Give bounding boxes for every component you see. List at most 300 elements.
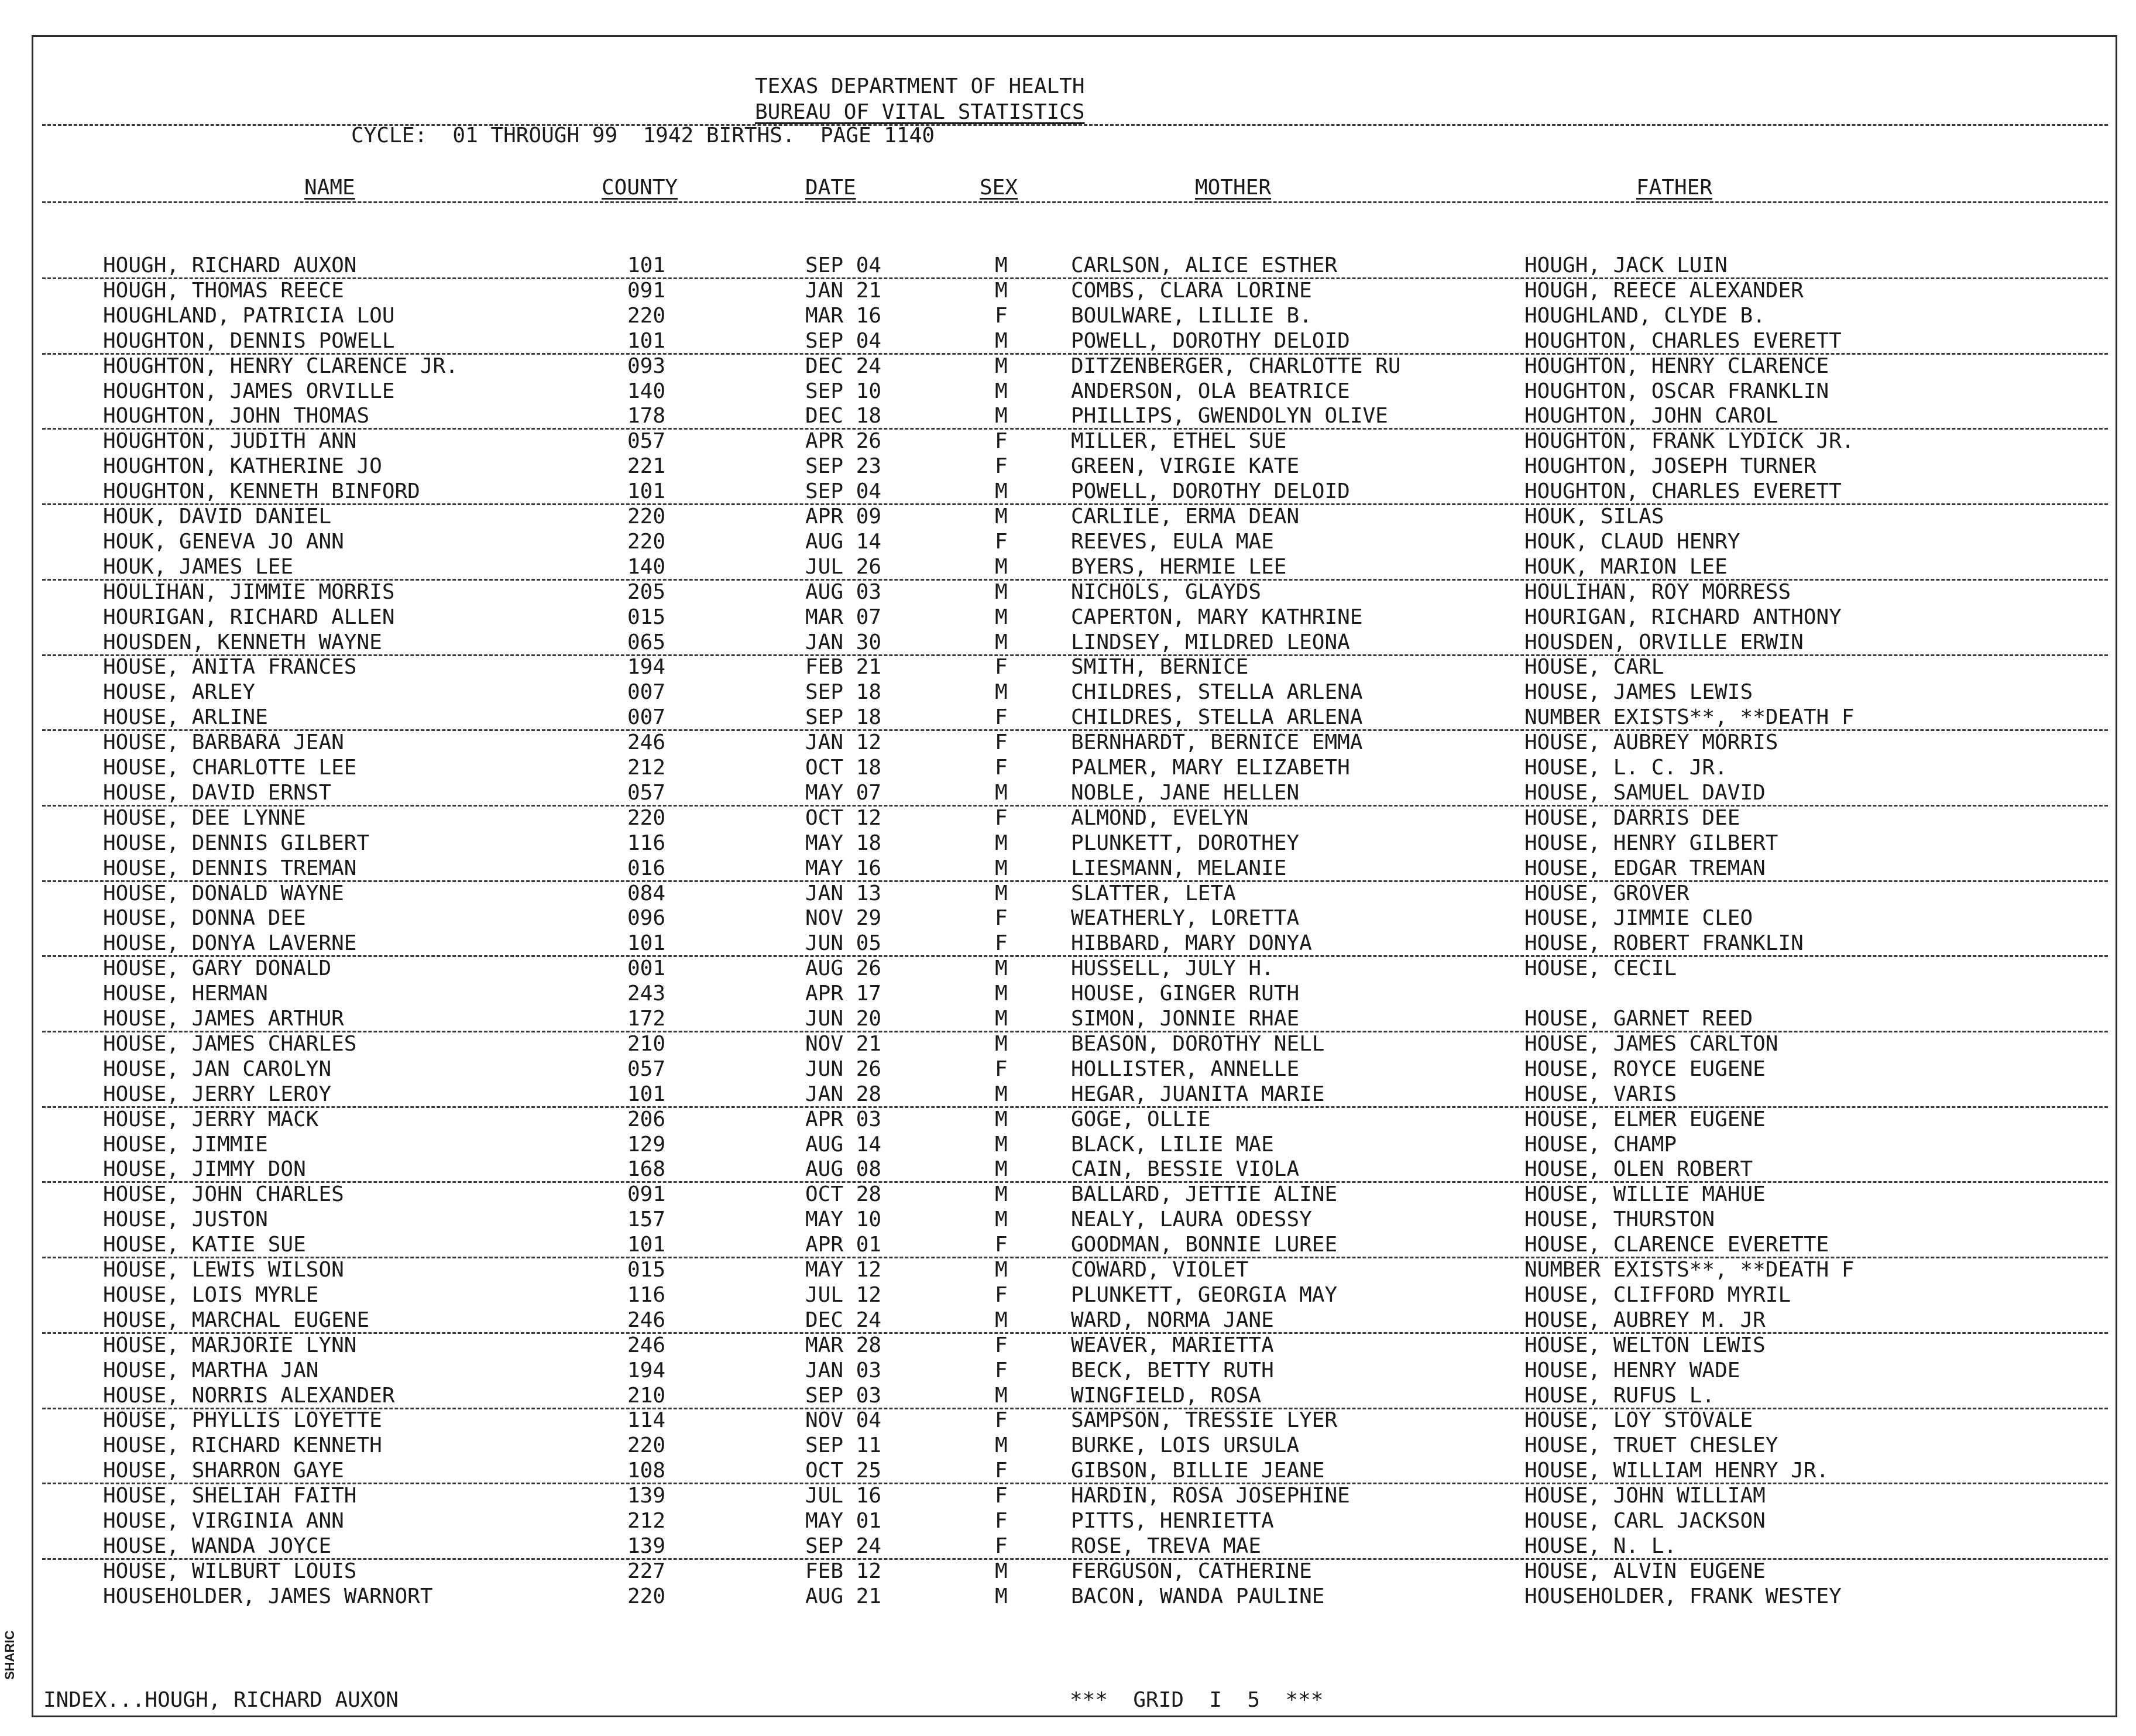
cell-name: HOUGHTON, JAMES ORVILLE (103, 379, 395, 403)
cell-mother: SAMPSON, TRESSIE LYER (1071, 1408, 1338, 1433)
cell-date: MAR 28 (805, 1333, 882, 1357)
cell-date: SEP 04 (805, 479, 882, 504)
cell-mother: GOODMAN, BONNIE LUREE (1071, 1233, 1338, 1257)
cell-father: HOUGHTON, HENRY CLARENCE (1524, 354, 1829, 378)
cell-sex: M (995, 328, 1008, 353)
cell-date: AUG 14 (805, 1132, 882, 1157)
cell-mother: GIBSON, BILLIE JEANE (1071, 1459, 1325, 1483)
cell-name: HOUSE, ANITA FRANCES (103, 655, 357, 680)
table-row (0, 1383, 2136, 1408)
cell-county: 212 (627, 756, 666, 780)
cell-father: NUMBER EXISTS**, **DEATH F (1524, 1258, 1855, 1282)
cell-date: AUG 26 (805, 956, 882, 981)
cell-county: 172 (627, 1007, 666, 1031)
cell-name: HOUSE, PHYLLIS LOYETTE (103, 1408, 382, 1433)
cell-sex: F (995, 705, 1008, 730)
cell-father: HOUSE, HENRY WADE (1524, 1358, 1740, 1382)
cell-mother: LINDSEY, MILDRED LEONA (1071, 630, 1350, 654)
cell-sex: M (995, 1107, 1008, 1131)
table-row (0, 1157, 2136, 1182)
cell-mother: SLATTER, LETA (1071, 881, 1236, 905)
cell-mother: HOLLISTER, ANNELLE (1071, 1056, 1300, 1081)
cell-date: OCT 28 (805, 1182, 882, 1207)
cell-sex: M (995, 831, 1008, 855)
cell-name: HOUGHTON, JOHN THOMAS (103, 404, 370, 428)
cell-mother: PLUNKETT, DOROTHEY (1071, 831, 1300, 855)
cell-county: 101 (627, 253, 666, 277)
cell-mother: COMBS, CLARA LORINE (1071, 278, 1312, 303)
cell-name: HOUGHTON, KATHERINE JO (103, 454, 382, 479)
table-row (0, 780, 2136, 805)
cell-sex: F (995, 1282, 1008, 1307)
cell-name: HOUSE, WILBURT LOUIS (103, 1559, 357, 1583)
cell-name: HOUSE, DONNA DEE (103, 906, 306, 931)
cell-mother: HUSSELL, JULY H. (1071, 956, 1274, 981)
cell-mother: CHILDRES, STELLA ARLENA (1071, 705, 1363, 730)
cell-county: 065 (627, 630, 666, 654)
cell-date: SEP 10 (805, 379, 882, 403)
cell-date: JUL 16 (805, 1484, 882, 1508)
cell-county: 220 (627, 303, 666, 328)
cell-date: JAN 30 (805, 630, 882, 654)
cell-date: MAY 16 (805, 856, 882, 880)
cell-sex: F (995, 1484, 1008, 1508)
cell-name: HOUSE, JERRY MACK (103, 1107, 319, 1131)
cell-mother: NOBLE, JANE HELLEN (1071, 780, 1300, 805)
cell-county: 194 (627, 655, 666, 680)
cell-father: HOUGHTON, JOSEPH TURNER (1524, 454, 1816, 479)
cell-father: NUMBER EXISTS**, **DEATH F (1524, 705, 1855, 730)
table-row (0, 654, 2136, 680)
cell-date: SEP 11 (805, 1433, 882, 1458)
cell-county: 246 (627, 1333, 666, 1357)
cell-name: HOUSE, JAMES CHARLES (103, 1031, 357, 1056)
cell-mother: FERGUSON, CATHERINE (1071, 1559, 1312, 1583)
table-row (0, 354, 2136, 379)
cell-sex: F (995, 1056, 1008, 1081)
cell-date: SEP 03 (805, 1383, 882, 1408)
cell-father: HOURIGAN, RICHARD ANTHONY (1524, 605, 1842, 629)
table-row (0, 1308, 2136, 1333)
cell-father: HOUSE, GARNET REED (1524, 1007, 1753, 1031)
table-row (0, 1584, 2136, 1609)
cell-sex: M (995, 680, 1008, 705)
table-row (0, 328, 2136, 354)
cell-mother: POWELL, DOROTHY DELOID (1071, 479, 1350, 504)
cell-mother: GREEN, VIRGIE KATE (1071, 454, 1300, 479)
cell-sex: M (995, 630, 1008, 654)
cell-county: 114 (627, 1408, 666, 1433)
cell-mother: ALMOND, EVELYN (1071, 805, 1249, 830)
cell-name: HOUSE, JOHN CHARLES (103, 1182, 344, 1207)
cell-mother: DITZENBERGER, CHARLOTTE RU (1071, 354, 1401, 378)
cell-date: OCT 25 (805, 1459, 882, 1483)
cell-mother: WARD, NORMA JANE (1071, 1308, 1274, 1332)
cell-sex: F (995, 1509, 1008, 1533)
column-header-date: DATE (805, 176, 856, 200)
cell-county: 101 (627, 328, 666, 353)
cell-name: HOUK, DAVID DANIEL (103, 505, 332, 529)
cell-mother: CARLSON, ALICE ESTHER (1071, 253, 1338, 277)
cell-mother: BACON, WANDA PAULINE (1071, 1584, 1325, 1608)
cell-mother: PHILLIPS, GWENDOLYN OLIVE (1071, 404, 1388, 428)
cell-mother: SMITH, BERNICE (1071, 655, 1249, 680)
cell-county: 194 (627, 1358, 666, 1382)
cell-name: HOUSE, RICHARD KENNETH (103, 1433, 382, 1458)
cell-county: 101 (627, 479, 666, 504)
cell-sex: F (995, 303, 1008, 328)
cell-father: HOUSE, VARIS (1524, 1082, 1677, 1106)
cell-county: 210 (627, 1031, 666, 1056)
cell-father: HOUGHTON, OSCAR FRANKLIN (1524, 379, 1829, 403)
cell-mother: WINGFIELD, ROSA (1071, 1383, 1262, 1408)
table-row (0, 403, 2136, 428)
cell-sex: M (995, 1031, 1008, 1056)
cell-mother: BURKE, LOIS URSULA (1071, 1433, 1300, 1458)
cell-father: HOUK, SILAS (1524, 505, 1664, 529)
cell-father: HOUSE, CHAMP (1524, 1132, 1677, 1157)
cell-mother: LIESMANN, MELANIE (1071, 856, 1287, 880)
cell-date: OCT 12 (805, 805, 882, 830)
cell-mother: ANDERSON, OLA BEATRICE (1071, 379, 1350, 403)
cell-mother: GOGE, OLLIE (1071, 1107, 1211, 1131)
cell-sex: F (995, 906, 1008, 931)
cell-date: NOV 29 (805, 906, 882, 931)
cell-county: 091 (627, 278, 666, 303)
cell-sex: M (995, 354, 1008, 378)
cell-mother: BOULWARE, LILLIE B. (1071, 303, 1312, 328)
cell-sex: M (995, 1007, 1008, 1031)
cell-sex: M (995, 379, 1008, 403)
cell-name: HOUSE, JAN CAROLYN (103, 1056, 332, 1081)
cell-name: HOUGHLAND, PATRICIA LOU (103, 303, 395, 328)
cell-date: SEP 18 (805, 705, 882, 730)
cell-mother: BALLARD, JETTIE ALINE (1071, 1182, 1338, 1207)
cell-name: HOUSDEN, KENNETH WAYNE (103, 630, 382, 654)
cell-mother: NICHOLS, GLAYDS (1071, 579, 1262, 604)
cell-name: HOUSE, JERRY LEROY (103, 1082, 332, 1106)
cell-mother: NEALY, LAURA ODESSY (1071, 1207, 1312, 1232)
cell-mother: BERNHARDT, BERNICE EMMA (1071, 730, 1363, 755)
cell-county: 210 (627, 1383, 666, 1408)
cell-county: 015 (627, 1258, 666, 1282)
table-row (0, 1483, 2136, 1508)
table-row (0, 1508, 2136, 1533)
cell-county: 139 (627, 1533, 666, 1558)
cell-name: HOUSE, DENNIS GILBERT (103, 831, 370, 855)
cell-name: HOUSE, JIMMY DON (103, 1157, 306, 1182)
cell-sex: F (995, 1333, 1008, 1357)
cell-sex: M (995, 881, 1008, 905)
cell-name: HOUSE, JIMMIE (103, 1132, 268, 1157)
cell-father: HOUSE, WELTON LEWIS (1524, 1333, 1766, 1357)
table-row (0, 554, 2136, 579)
table-row (0, 956, 2136, 981)
cell-county: 227 (627, 1559, 666, 1583)
cell-father: HOUSE, CARL JACKSON (1524, 1509, 1766, 1533)
cell-name: HOUSE, MARCHAL EUGENE (103, 1308, 370, 1332)
table-row (0, 805, 2136, 831)
cell-name: HOUGHTON, KENNETH BINFORD (103, 479, 420, 504)
cell-mother: PLUNKETT, GEORGIA MAY (1071, 1282, 1338, 1307)
cell-father: HOUSE, CLARENCE EVERETTE (1524, 1233, 1829, 1257)
column-header-county: COUNTY (602, 176, 678, 200)
cell-date: MAY 10 (805, 1207, 882, 1232)
cell-father: HOUSE, ELMER EUGENE (1524, 1107, 1766, 1131)
cell-mother: CHILDRES, STELLA ARLENA (1071, 680, 1363, 705)
cell-sex: M (995, 554, 1008, 579)
cell-date: SEP 04 (805, 328, 882, 353)
table-row (0, 504, 2136, 529)
cell-county: 116 (627, 831, 666, 855)
cell-sex: F (995, 931, 1008, 956)
cell-sex: F (995, 730, 1008, 755)
cell-father: HOUSE, THURSTON (1524, 1207, 1715, 1232)
cell-father: HOUSE, DARRIS DEE (1524, 805, 1740, 830)
cell-sex: M (995, 1082, 1008, 1106)
cell-mother: SIMON, JONNIE RHAE (1071, 1007, 1300, 1031)
cell-county: 220 (627, 505, 666, 529)
cell-name: HOUSE, ARLEY (103, 680, 256, 705)
cell-county: 140 (627, 379, 666, 403)
cell-name: HOUSE, MARJORIE LYNN (103, 1333, 357, 1357)
cell-father: HOUSE, GROVER (1524, 881, 1689, 905)
cell-sex: M (995, 1383, 1008, 1408)
cell-mother: BYERS, HERMIE LEE (1071, 554, 1287, 579)
cell-date: SEP 24 (805, 1533, 882, 1558)
table-row (0, 529, 2136, 554)
cell-date: JUL 26 (805, 554, 882, 579)
cell-county: 220 (627, 529, 666, 554)
cell-father: HOUK, MARION LEE (1524, 554, 1728, 579)
table-row (0, 630, 2136, 655)
cell-father: HOUSEHOLDER, FRANK WESTEY (1524, 1584, 1842, 1608)
table-row (0, 931, 2136, 956)
cell-county: 243 (627, 982, 666, 1006)
cell-name: HOUGHTON, JUDITH ANN (103, 429, 357, 454)
cell-name: HOUSEHOLDER, JAMES WARNORT (103, 1584, 433, 1608)
cell-county: 139 (627, 1484, 666, 1508)
cell-father: HOUSE, JOHN WILLIAM (1524, 1484, 1766, 1508)
cell-name: HOUGHTON, HENRY CLARENCE JR. (103, 354, 458, 378)
cell-father: HOUSE, AUBREY M. JR (1524, 1308, 1766, 1332)
cell-father: HOUSE, JAMES CARLTON (1524, 1031, 1778, 1056)
table-row (0, 278, 2136, 303)
grid-footer: *** GRID I 5 *** (1070, 1688, 1324, 1712)
cell-sex: M (995, 404, 1008, 428)
cell-date: JUN 26 (805, 1056, 882, 1081)
cell-sex: F (995, 756, 1008, 780)
table-row (0, 755, 2136, 780)
cell-sex: M (995, 1433, 1008, 1458)
cell-name: HOUSE, KATIE SUE (103, 1233, 306, 1257)
table-row (0, 856, 2136, 881)
cell-county: 101 (627, 1233, 666, 1257)
cell-father: HOUGH, REECE ALEXANDER (1524, 278, 1804, 303)
cell-county: 007 (627, 705, 666, 730)
cell-mother: CAPERTON, MARY KATHRINE (1071, 605, 1363, 629)
table-row (0, 1056, 2136, 1082)
cell-date: JAN 03 (805, 1358, 882, 1382)
cell-date: APR 01 (805, 1233, 882, 1257)
cell-father: HOUSE, ALVIN EUGENE (1524, 1559, 1766, 1583)
cell-county: 212 (627, 1509, 666, 1533)
table-row (0, 1433, 2136, 1458)
cell-father: HOUSE, ROBERT FRANKLIN (1524, 931, 1804, 956)
cell-father: HOUSE, EDGAR TREMAN (1524, 856, 1766, 880)
cell-name: HOUSE, DEE LYNNE (103, 805, 306, 830)
cell-name: HOUSE, NORRIS ALEXANDER (103, 1383, 395, 1408)
table-row (0, 730, 2136, 755)
cell-county: 015 (627, 605, 666, 629)
cell-county: 206 (627, 1107, 666, 1131)
cell-sex: F (995, 805, 1008, 830)
department-title: TEXAS DEPARTMENT OF HEALTH (755, 74, 1085, 98)
table-row (0, 1082, 2136, 1107)
table-row (0, 1408, 2136, 1433)
cell-county: 091 (627, 1182, 666, 1207)
cell-county: 220 (627, 805, 666, 830)
cell-county: 096 (627, 906, 666, 931)
cell-county: 084 (627, 881, 666, 905)
cell-county: 220 (627, 1584, 666, 1608)
cell-date: MAR 07 (805, 605, 882, 629)
cell-name: HOUSE, VIRGINIA ANN (103, 1509, 344, 1533)
column-header-name: NAME (304, 176, 355, 200)
cell-mother: HOUSE, GINGER RUTH (1071, 982, 1300, 1006)
cell-name: HOUSE, MARTHA JAN (103, 1358, 319, 1382)
cell-county: 101 (627, 931, 666, 956)
cell-name: HOUSE, DAVID ERNST (103, 780, 332, 805)
cell-mother: ROSE, TREVA MAE (1071, 1533, 1262, 1558)
cell-father: HOUSE, CECIL (1524, 956, 1677, 981)
table-row (0, 1282, 2136, 1308)
cell-father: HOUGHTON, CHARLES EVERETT (1524, 479, 1842, 504)
cell-name: HOUSE, BARBARA JEAN (103, 730, 344, 755)
cell-mother: WEAVER, MARIETTA (1071, 1333, 1274, 1357)
cell-mother: BLACK, LILIE MAE (1071, 1132, 1274, 1157)
cell-sex: F (995, 1358, 1008, 1382)
cell-mother: REEVES, EULA MAE (1071, 529, 1274, 554)
cell-sex: M (995, 605, 1008, 629)
cell-date: SEP 04 (805, 253, 882, 277)
cell-sex: M (995, 982, 1008, 1006)
cell-mother: COWARD, VIOLET (1071, 1258, 1249, 1282)
table-row (0, 1031, 2136, 1056)
table-row (0, 1257, 2136, 1282)
cell-father: HOUSE, JAMES LEWIS (1524, 680, 1753, 705)
cell-sex: M (995, 253, 1008, 277)
cell-county: 057 (627, 429, 666, 454)
cell-sex: F (995, 429, 1008, 454)
column-header-sex: SEX (980, 176, 1018, 200)
table-row (0, 379, 2136, 404)
table-row (0, 1232, 2136, 1257)
cell-county: 129 (627, 1132, 666, 1157)
table-row (0, 831, 2136, 856)
table-row (0, 905, 2136, 931)
table-row (0, 1132, 2136, 1157)
table-row (0, 1182, 2136, 1207)
cell-date: JAN 21 (805, 278, 882, 303)
cell-father: HOUGHTON, FRANK LYDICK JR. (1524, 429, 1855, 454)
cell-father: HOUSE, HENRY GILBERT (1524, 831, 1778, 855)
cell-name: HOUGH, RICHARD AUXON (103, 253, 357, 277)
cell-name: HOUSE, ARLINE (103, 705, 268, 730)
cell-county: 007 (627, 680, 666, 705)
cell-sex: M (995, 1559, 1008, 1583)
cell-sex: M (995, 1207, 1008, 1232)
table-row (0, 1559, 2136, 1584)
cell-sex: F (995, 1459, 1008, 1483)
cell-county: 093 (627, 354, 666, 378)
cell-sex: F (995, 1408, 1008, 1433)
cell-name: HOUSE, CHARLOTTE LEE (103, 756, 357, 780)
cell-mother: CARLILE, ERMA DEAN (1071, 505, 1300, 529)
cell-sex: M (995, 856, 1008, 880)
cell-county: 101 (627, 1082, 666, 1106)
cell-county: 157 (627, 1207, 666, 1232)
cell-father: HOUK, CLAUD HENRY (1524, 529, 1740, 554)
cell-county: 205 (627, 579, 666, 604)
cell-date: AUG 21 (805, 1584, 882, 1608)
cell-name: HOUSE, DONALD WAYNE (103, 881, 344, 905)
cell-name: HOUSE, DONYA LAVERNE (103, 931, 357, 956)
cell-sex: F (995, 655, 1008, 680)
cell-date: AUG 14 (805, 529, 882, 554)
table-row (0, 680, 2136, 705)
cell-father: HOUSE, SAMUEL DAVID (1524, 780, 1766, 805)
cell-date: APR 17 (805, 982, 882, 1006)
cell-date: DEC 24 (805, 354, 882, 378)
cell-sex: M (995, 780, 1008, 805)
cell-father: HOUSE, TRUET CHESLEY (1524, 1433, 1778, 1458)
cell-date: SEP 23 (805, 454, 882, 479)
cell-father: HOUSE, AUBREY MORRIS (1524, 730, 1778, 755)
table-row (0, 428, 2136, 454)
cell-father: HOUSE, WILLIAM HENRY JR. (1524, 1459, 1829, 1483)
cell-mother: PITTS, HENRIETTA (1071, 1509, 1274, 1533)
cell-sex: M (995, 1157, 1008, 1182)
cell-name: HOUSE, HERMAN (103, 982, 268, 1006)
table-row (0, 454, 2136, 479)
cell-mother: WEATHERLY, LORETTA (1071, 906, 1300, 931)
cell-date: JUL 12 (805, 1282, 882, 1307)
cell-date: MAY 18 (805, 831, 882, 855)
cell-father: HOUSE, LOY STOVALE (1524, 1408, 1753, 1433)
cell-date: FEB 12 (805, 1559, 882, 1583)
cell-father: HOUGHTON, CHARLES EVERETT (1524, 328, 1842, 353)
table-row (0, 1358, 2136, 1383)
cell-father: HOUSE, JIMMIE CLEO (1524, 906, 1753, 931)
table-row (0, 253, 2136, 278)
cell-date: MAR 16 (805, 303, 882, 328)
cell-name: HOUSE, WANDA JOYCE (103, 1533, 332, 1558)
cell-mother: HIBBARD, MARY DONYA (1071, 931, 1312, 956)
cell-date: OCT 18 (805, 756, 882, 780)
index-footer: INDEX...HOUGH, RICHARD AUXON (43, 1688, 399, 1712)
cell-county: 057 (627, 780, 666, 805)
cell-name: HOUSE, JUSTON (103, 1207, 268, 1232)
cell-name: HOUSE, SHELIAH FAITH (103, 1484, 357, 1508)
bureau-title: BUREAU OF VITAL STATISTICS (755, 100, 1085, 124)
cell-county: 108 (627, 1459, 666, 1483)
cell-county: 016 (627, 856, 666, 880)
cell-sex: M (995, 1132, 1008, 1157)
cell-sex: M (995, 1182, 1008, 1207)
table-row (0, 1533, 2136, 1559)
cell-county: 057 (627, 1056, 666, 1081)
